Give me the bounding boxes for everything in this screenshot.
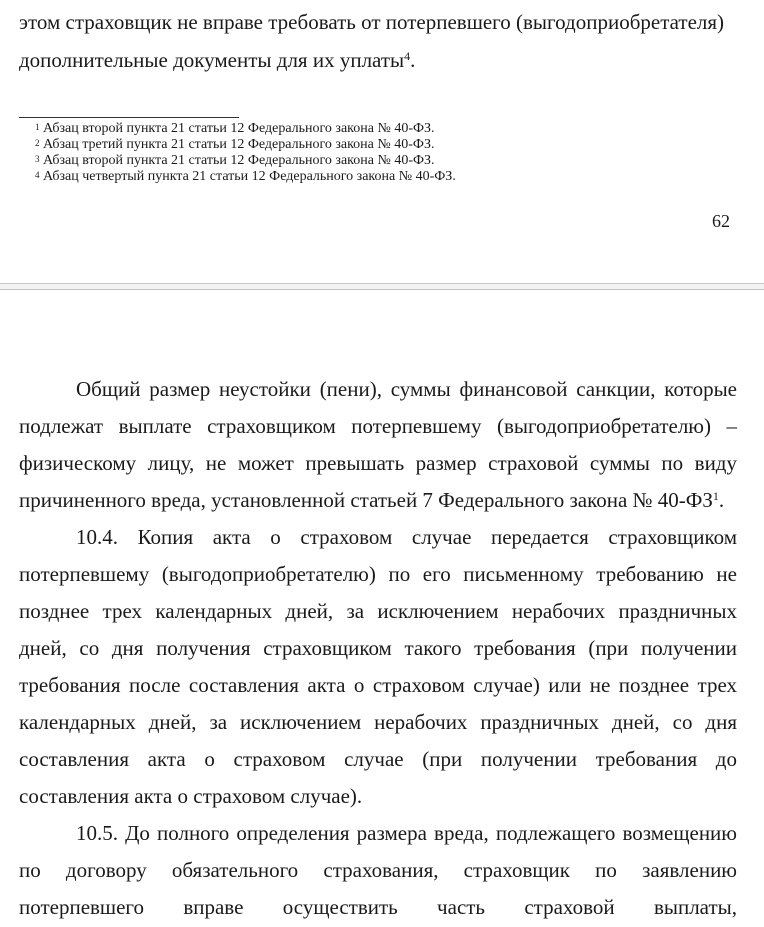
footnote [35,137,434,153]
footnote-separator [19,117,239,118]
body-text-line: составления акта о страховом случае). [19,784,363,808]
footnote-number: 2 [35,138,40,148]
line-text: дополнительные документы для их уплаты [19,48,405,72]
page-number: 62 [712,211,730,231]
footnote [35,121,435,137]
body-text-line: дней, со дня получения страховщиком такого требования (при получении [19,636,737,660]
footnote-ref[interactable]: 1 [712,489,719,503]
footnote [35,169,456,185]
punctuation: . [410,48,416,72]
footnote-text: Абзац третий пункта 21 статьи 12 Федерального закона № 40-ФЗ. [43,137,435,152]
line-text: причиненного вреда, установленной статьей 7 Федерального закона № 40-ФЗ [19,488,713,512]
document-page-62 [0,0,764,283]
document-page-63 [0,290,764,927]
body-text-line: потерпевшему (выгодоприобретателю) по его письменному требованию не [19,562,737,586]
body-text-line: этом страховщик не вправе требовать от потерпевшего (выгодоприобретателя) [19,10,725,34]
paragraph-first-line: 10.5. До полного определения размера вреда, подлежащего возмещению [76,821,737,845]
body-text-line: потерпевшего вправе осуществить часть страховой выплаты, [19,895,737,919]
body-text-line: подлежат выплате страховщиком потерпевшему (выгодоприобретателю) – [19,414,737,438]
page-break [0,283,764,290]
paragraph-first-line: Общий размер неустойки (пени), суммы финансовой санкции, которые [76,377,737,401]
body-text-line: требования после составления акта о страховом случае) или не позднее трех [19,673,737,697]
body-text-line: позднее трех календарных дней, за исключением нерабочих праздничных [19,599,737,623]
body-text-line [19,488,737,512]
footnote-text: Абзац второй пункта 21 статьи 12 Федерального закона № 40-ФЗ. [43,153,435,168]
body-text-line: по договору обязательного страхования, страховщик по заявлению [19,858,737,882]
footnote-number: 3 [35,154,40,164]
paragraph-first-line: 10.4. Копия акта о страховом случае передается страховщиком [76,525,737,549]
body-text-line [19,48,737,72]
punctuation: . [718,488,725,512]
body-text-line: составления акта о страховом случае (при получении требования до [19,747,737,771]
footnote-text: Абзац четвертый пункта 21 статьи 12 Федерального закона № 40-ФЗ. [43,169,456,184]
footnote-ref[interactable]: 4 [404,49,411,63]
footnote-number: 4 [35,170,40,180]
footnote [35,153,435,169]
footnote-text: Абзац второй пункта 21 статьи 12 Федерального закона № 40-ФЗ. [43,121,435,136]
body-text-line: физическому лицу, не может превышать размер страховой суммы по виду [19,451,737,475]
footnote-number: 1 [35,122,40,132]
body-text-line: календарных дней, за исключением нерабочих праздничных дней, со дня [19,710,737,734]
